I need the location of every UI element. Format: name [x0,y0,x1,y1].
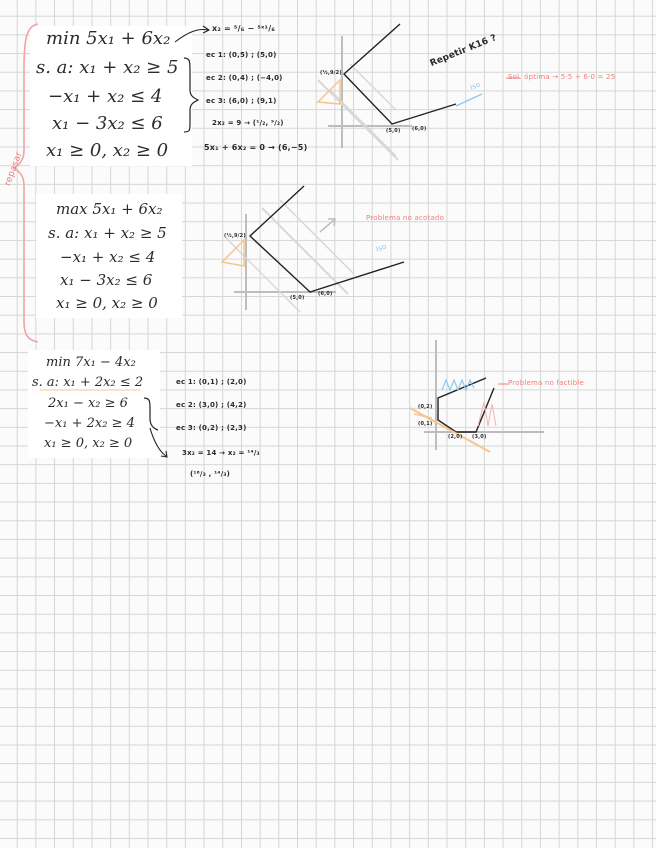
problem2-constraint-2: −x₁ + x₂ ≤ 4 [60,248,156,266]
problem1-graph-label-vertex: (½,9/2) [320,70,342,76]
problem3-graph-label-0-2: (0,2) [418,404,433,410]
problem3-result: Problema no factible [508,379,585,387]
problem2-graph-label-iso: Iso [374,242,388,254]
problem3-note-3: ec 3: (0,2) ; (2,3) [176,424,247,432]
margin-note: repasar [3,150,25,188]
problem1-note-5: 2x₂ = 9 → (¹/₂, ⁹/₂) [212,119,284,127]
problem3-note-5: (¹⁶/₃ , ¹⁴/₃) [190,470,231,478]
problem3-note-2: ec 2: (3,0) ; (4,2) [176,401,247,409]
problem3-graph-label-2-0: (2,0) [448,434,463,440]
problem3-constraint-1: s. a: x₁ + 2x₂ ≤ 2 [32,375,144,390]
problem3-note-1: ec 1: (0,1) ; (2,0) [176,378,247,386]
problem2-graph-label-vertex: (½,9/2) [224,233,246,239]
problem3-constraint-3: −x₁ + 2x₂ ≥ 4 [44,416,135,431]
problem2-result: Problema no acotado [366,214,445,222]
problem1-arrow [175,30,208,43]
problem1-constraint-3: x₁ − 3x₂ ≤ 6 [52,113,163,134]
problem3-constraint-4: x₁ ≥ 0, x₂ ≥ 0 [44,436,133,451]
problem2-constraint-1: s. a: x₁ + x₂ ≥ 5 [48,224,167,242]
problem3-objective: min 7x₁ − 4x₂ [46,355,136,370]
problem1-note-6: 5x₁ + 6x₂ = 0 → (6,−5) [204,143,308,152]
problem2-constraint-4: x₁ ≥ 0, x₂ ≥ 0 [56,294,158,312]
problem1-constraint-4: x₁ ≥ 0, x₂ ≥ 0 [46,140,169,161]
problem3-graph-label-3-0: (3,0) [472,434,487,440]
problem1-graph-label-iso: Iso [468,80,482,92]
problem1-constraint-2: −x₁ + x₂ ≤ 4 [48,86,163,107]
problem3-constraint-2: 2x₁ − x₂ ≥ 6 [48,396,128,411]
problem1-objective: min 5x₁ + 6x₂ [46,28,171,49]
problem1-note-1: x₂ = ⁵/₆ − ⁵ˣ¹/₆ [212,24,276,33]
problem2-objective: max 5x₁ + 6x₂ [56,200,163,218]
problem3-arrow [150,428,166,456]
problem1-note-2: ec 1: (0,5) ; (5,0) [206,51,277,59]
red-brace [14,24,38,342]
problem3-note-4: 3x₂ = 14 → x₂ = ¹⁴/₃ [182,449,260,457]
problem3-graph-label-0-1: (0,1) [418,421,433,427]
problem1-graph-label-5-0: (5,0) [386,128,401,134]
problem1-solution: Sol. óptima → 5·5 + 6·0 = 25 [508,73,616,81]
problem2-constraint-3: x₁ − 3x₂ ≤ 6 [60,271,153,289]
problem1-graph-label-6-0: (6,0) [412,126,427,132]
problem1-side-note: Repetir K16 ? [428,33,499,69]
problem1-constraint-1: s. a: x₁ + x₂ ≥ 5 [36,57,179,78]
problem1-brace [184,58,198,132]
problem2-graph-label-5-0: (5,0) [290,295,305,301]
problem3-brace [144,398,158,430]
problem1-note-4: ec 3: (6,0) ; (9,1) [206,97,277,105]
problem2-graph-label-6-0: (6,0) [318,291,333,297]
problem1-note-3: ec 2: (0,4) ; (−4,0) [206,74,283,82]
